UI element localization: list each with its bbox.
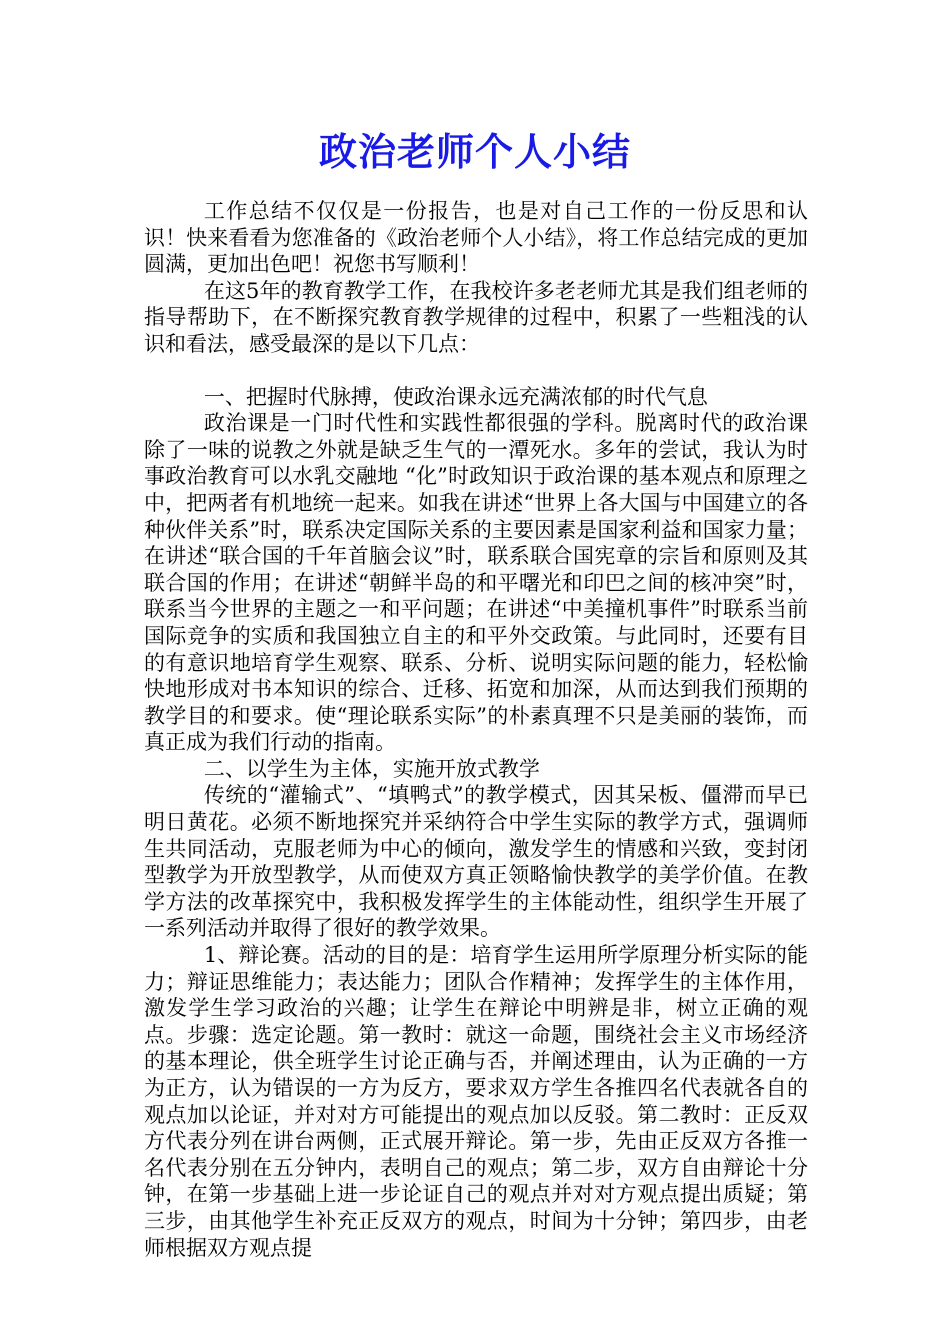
section-1-paragraph: 政治课是一门时代性和实践性都很强的学科。脱离时代的政治课除了一味的说教之外就是缺乏生气的一潭死水。多年的尝试，我认为时事政治教育可以水乳交融地 “化”时政知识于政治课的基本观点和原理之中，把两者有机地统一起来。如我在讲述“世界上各大国与中国建立的各种伙伴关系”时，联系决定国际关系的主要因素是国家利益和国家力量；在讲述“联合国的千年首脑会议”时，联系联合国宪章的宗旨和原则及其联合国的作用；在讲述“朝鲜半岛的和平曙光和印巴之间的核冲突”时，联系当今世界的主题之一和平问题；在讲述“中美撞机事件”时联系当前国际竞争的实质和我国独立自主的和平外交政策。与此同时，还要有目的有意识地培育学生观察、联系、分析、说明实际问题的能力，轻松愉快地形成对书本知识的综合、迁移、拓宽和加深，从而达到我们预期的教学目的和要求。使“理论联系实际”的朴素真理不只是美丽的装饰，而真正成为我们行动的指南。 — [144, 411, 808, 755]
section-2-paragraph: 传统的“灌输式”、“填鸭式”的教学模式，因其呆板、僵滞而早已明日黄花。必须不断地探究并采纳符合中学生实际的教学方式，强调师生共同活动，克服老师为中心的倾向，激发学生的情感和兴致，变封闭型教学为开放型教学，从而使双方真正领略愉快教学的美学价值。在教学方法的改革探究中，我积极发挥学生的主体能动性，组织学生开展了一系列活动并取得了很好的教学效果。 — [144, 783, 808, 941]
document-body — [144, 198, 808, 1261]
paragraph-gap — [144, 358, 808, 384]
debate-paragraph: 1、辩论赛。活动的目的是：培育学生运用所学原理分析实际的能力；辩证思维能力；表达能力；团队合作精神；发挥学生的主体作用，激发学生学习政治的兴趣；让学生在辩论中明辨是非，树立正确的观点。步骤：选定论题。第一教时：就这一命题，围绕社会主义市场经济的基本理论，供全班学生讨论正确与否，并阐述理由，认为正确的一方为正方，认为错误的一方为反方，要求双方学生各推四名代表就各自的观点加以论证，并对对方可能提出的观点加以反驳。第二教时：正反双方代表分列在讲台两侧，正式展开辩论。第一步，先由正反双方各推一名代表分别在五分钟内，表明自己的观点；第二步，双方自由辩论十分钟，在第一步基础上进一步论证自己的观点并对对方观点提出质疑；第三步，由其他学生补充正反双方的观点，时间为十分钟；第四步，由老师根据双方观点提 — [144, 943, 808, 1260]
intro-paragraph: 工作总结不仅仅是一份报告，也是对自己工作的一份反思和认识！快来看看为您准备的《政治老师个人小结》，将工作总结完成的更加圆满，更加出色吧！祝您书写顺利！ — [144, 199, 808, 277]
document-title: 政治老师个人小结 — [318, 129, 631, 174]
section-heading-2: 二、以学生为主体，实施开放式教学 — [203, 756, 540, 781]
experience-paragraph: 在这5年的教育教学工作，在我校许多老老师尤其是我们组老师的指导帮助下，在不断探究教育教学规律的过程中，积累了一些粗浅的认识和看法，感受最深的是以下几点： — [144, 278, 808, 356]
section-heading-1: 一、把握时代脉搏，使政治课永远充满浓郁的时代气息 — [203, 384, 708, 409]
